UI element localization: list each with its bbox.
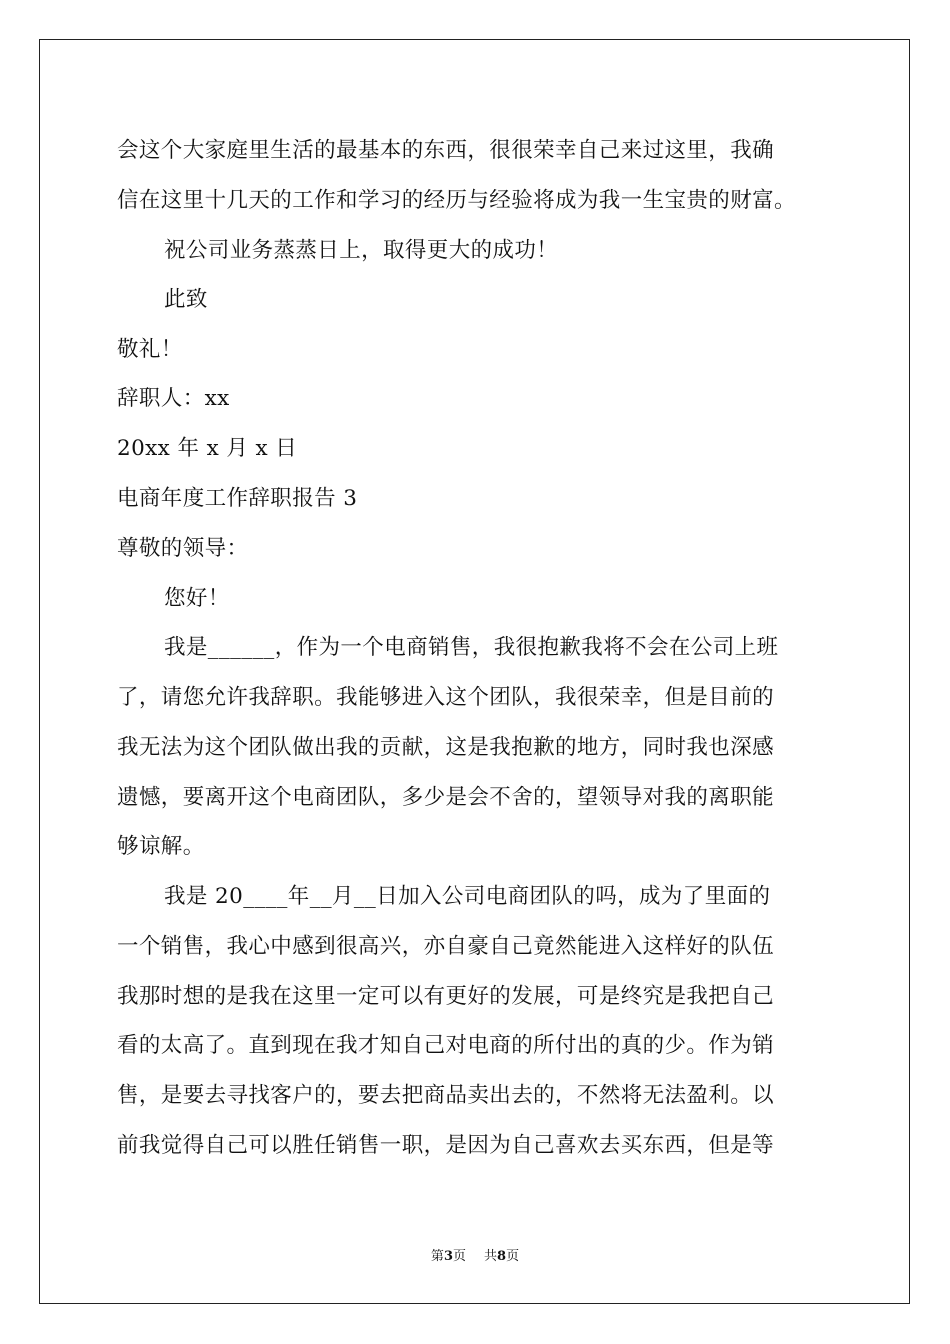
closing-wish: 祝公司业务蒸蒸日上，取得更大的成功！ xyxy=(164,238,559,263)
resigner-name: 辞职人：xx xyxy=(117,386,230,411)
letter-date: 20xx 年 x 月 x 日 xyxy=(117,436,298,461)
salutation-jingli: 敬礼！ xyxy=(117,337,183,362)
body-text-line: 我那时想的是我在这里一定可以有更好的发展，可是终究是我把自己 xyxy=(117,984,775,1009)
body-text-line: 售，是要去寻找客户的，要去把商品卖出去的，不然将无法盈利。以 xyxy=(117,1083,775,1108)
salutation-cizhi: 此致 xyxy=(164,287,208,312)
page-border xyxy=(39,39,910,1304)
body-text-line: 一个销售，我心中感到很高兴，亦自豪自己竟然能进入这样好的队伍 xyxy=(117,934,775,959)
body-text-line: 够谅解。 xyxy=(117,834,205,859)
body-text-line: 会这个大家庭里生活的最基本的东西，很很荣幸自己来过这里，我确 xyxy=(117,138,775,163)
current-page-number: 3 xyxy=(443,1249,453,1264)
page-prefix: 第 xyxy=(430,1249,444,1264)
page-suffix: 页 xyxy=(452,1249,466,1264)
greeting-hello: 您好！ xyxy=(164,586,230,611)
total-page-count: 8 xyxy=(497,1249,507,1264)
body-text-line: 我无法为这个团队做出我的贡献，这是我抱歉的地方，同时我也深感 xyxy=(117,735,775,760)
body-text-line: 我是______，作为一个电商销售，我很抱歉我将不会在公司上班 xyxy=(164,635,779,660)
page-number-footer xyxy=(0,1248,950,1266)
body-text-line: 信在这里十几天的工作和学习的经历与经验将成为我一生宝贵的财富。 xyxy=(117,188,796,213)
body-text-line: 遗憾，要离开这个电商团队，多少是会不舍的，望领导对我的离职能 xyxy=(117,785,775,810)
body-text-line: 看的太高了。直到现在我才知自己对电商的所付出的真的少。作为销 xyxy=(117,1033,775,1058)
total-prefix: 共 xyxy=(484,1249,498,1264)
section-title: 电商年度工作辞职报告 3 xyxy=(117,486,358,511)
body-text-line: 我是 20____年__月__日加入公司电商团队的吗，成为了里面的 xyxy=(164,884,771,909)
body-text-line: 前我觉得自己可以胜任销售一职，是因为自己喜欢去买东西，但是等 xyxy=(117,1133,775,1158)
total-suffix: 页 xyxy=(506,1249,520,1264)
greeting-recipient: 尊敬的领导： xyxy=(117,536,249,561)
body-text-line: 了，请您允许我辞职。我能够进入这个团队，我很荣幸，但是目前的 xyxy=(117,685,775,710)
